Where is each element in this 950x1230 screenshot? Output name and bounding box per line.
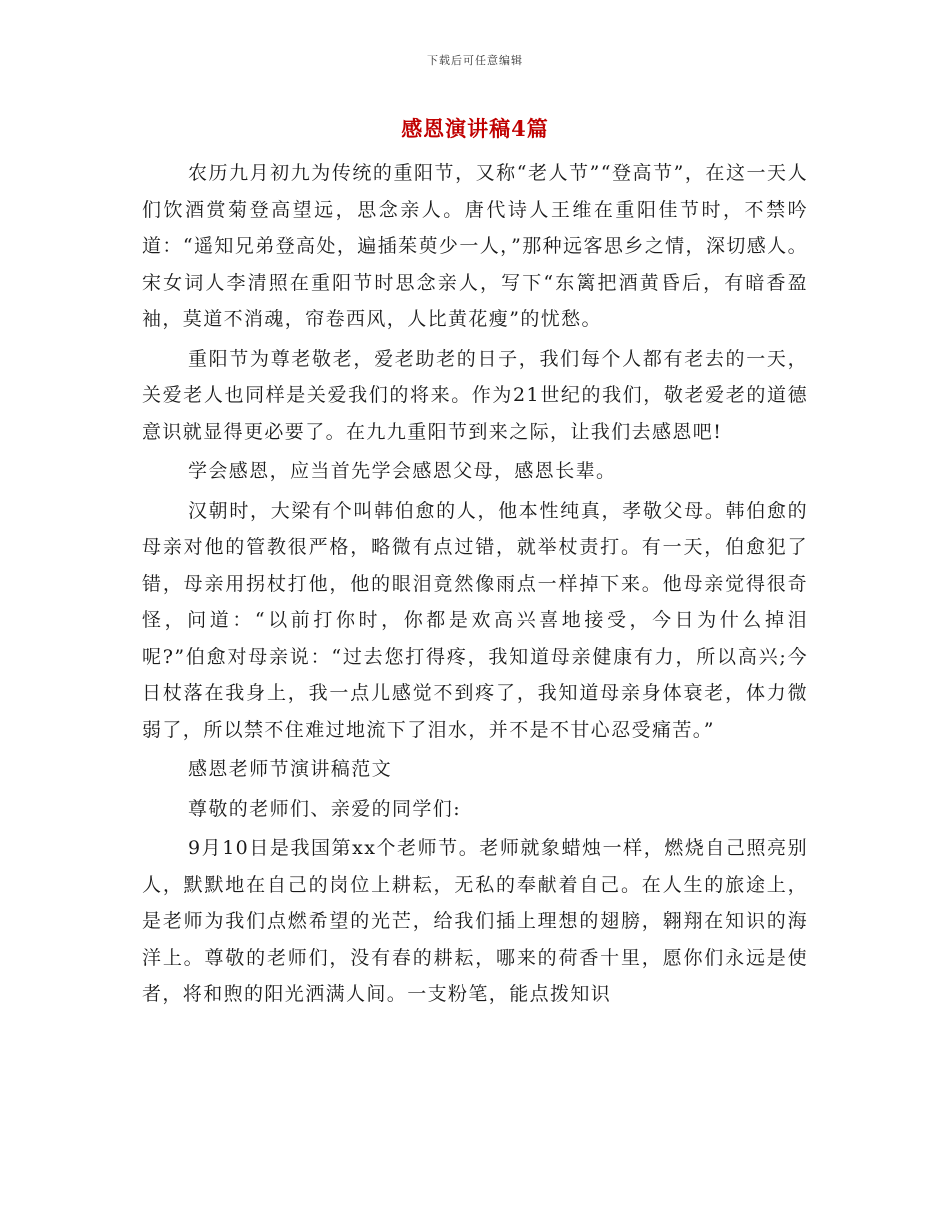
paragraph-double-ninth-intro: 农历九月初九为传统的重阳节，又称“老人节”“登高节”，在这一天人们饮酒赏菊登高望远，思念亲人。唐代诗人王维在重阳佳节时，不禁吟道：“遥知兄弟登高处，遍插茱萸少一人，”那种远客思乡之情，深切感人。宋女词人李清照在重阳节时思念亲人，写下“东篱把酒黄昏后，有暗香盈袖，莫道不消魂，帘卷西风，人比黄花瘦”的忧愁。 [142,162,808,330]
header-note: 下载后可任意编辑 [427,54,523,67]
paragraph-teachers-day-body: 9月10日是我国第xx个老师节。老师就象蜡烛一样，燃烧自己照亮别人，默默地在自己的岗位上耕耘，无私的奉献着自己。在人生的旅途上，是老师为我们点燃希望的光芒，给我们插上理想的翅膀，翱翔在知识的海洋上。尊敬的老师们，没有春的耕耘，哪来的荷香十里，愿你们永远是使者，将和煦的阳光洒满人间。一支粉笔，能点拨知识 [142,837,808,1005]
section-heading-teachers-day: 感恩老师节演讲稿范文 [188,758,393,780]
paragraph-respect-elders: 重阳节为尊老敬老，爱老助老的日子，我们每个人都有老去的一天，关爱老人也同样是关爱我们的将来。作为21世纪的我们，敬老爱老的道德意识就显得更必要了。在九九重阳节到来之际，让我们去感恩吧! [142,347,808,443]
paragraph-salutation: 尊敬的老师们、亲爱的同学们: [188,797,462,820]
document-body [142,155,808,1013]
paragraph-thank-parents: 学会感恩，应当首先学会感恩父母，感恩长辈。 [188,460,617,482]
page-title: 感恩演讲稿4篇 [401,116,549,141]
paragraph-han-boyu-story: 汉朝时，大梁有个叫韩伯愈的人，他本性纯真，孝敬父母。韩伯愈的母亲对他的管教很严格，略微有点过错，就举杖责打。有一天，伯愈犯了错，母亲用拐杖打他，他的眼泪竟然像雨点一样掉下来。他母亲觉得很奇怪，问道：“以前打你时，你都是欢高兴喜地接受，今日为什么掉泪呢?”伯愈对母亲说：“过去您打得疼，我知道母亲健康有力，所以高兴;今日杖落在我身上，我一点儿感觉不到疼了，我知道母亲身体衰老，体力微弱了，所以禁不住难过地流下了泪水，并不是不甘心忍受痛苦。” [142,499,808,741]
